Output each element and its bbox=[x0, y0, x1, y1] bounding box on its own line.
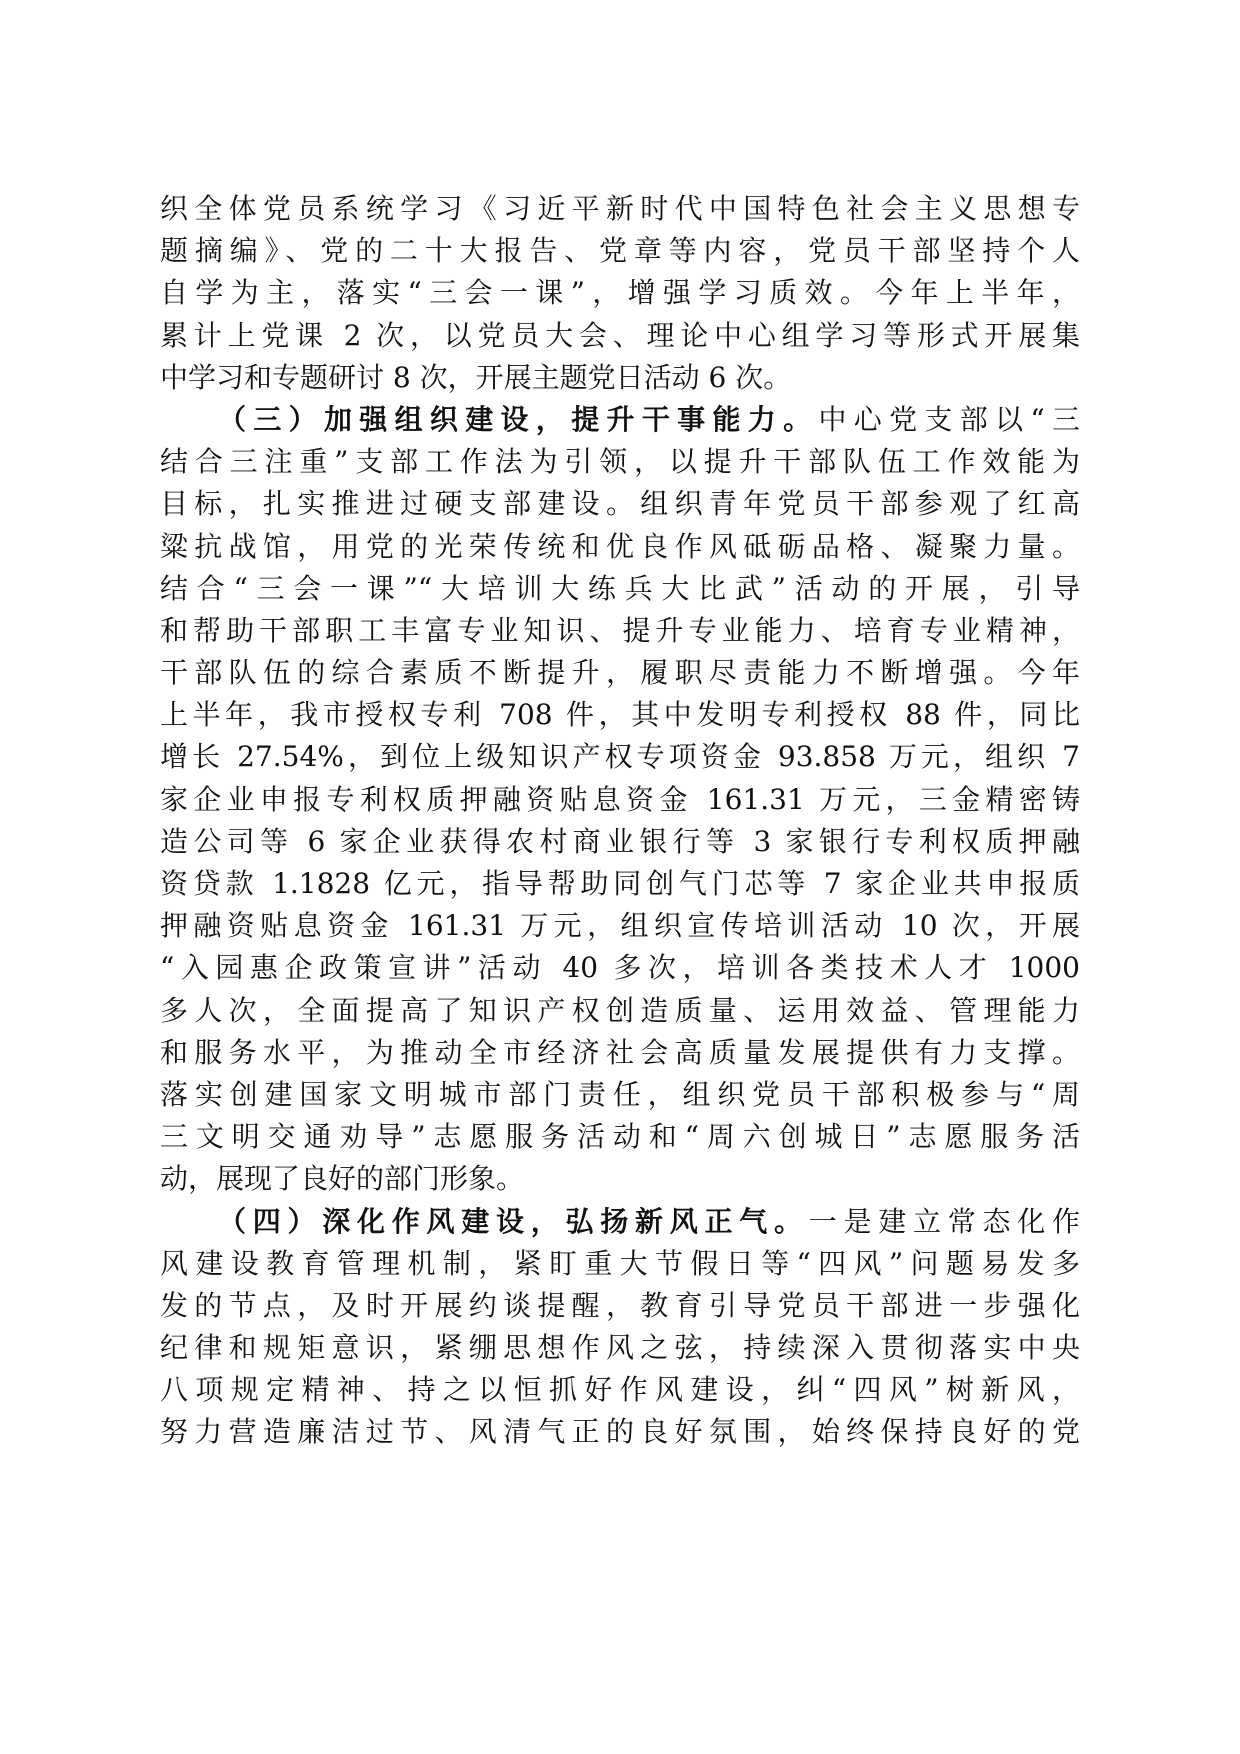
section-4-heading: （四）深化作风建设，弘扬新风正气。 bbox=[218, 1204, 809, 1238]
text-line: 纪律和规矩意识，紧绷思想作风之弦，持续深入贯彻落实中央 bbox=[160, 1331, 1080, 1365]
section-3-first-line bbox=[160, 399, 1080, 441]
text-line: 多人次，全面提高了知识产权创造质量、运用效益、管理能力 bbox=[160, 993, 1080, 1027]
section-3-heading: （三）加强组织建设，提升干事能力。 bbox=[218, 402, 819, 436]
text-line: 目标，扎实推进过硬支部建设。组织青年党员干部参观了红高 bbox=[160, 487, 1080, 521]
text-line: 风建设教育管理机制，紧盯重大节假日等“四风”问题易发多 bbox=[160, 1246, 1080, 1280]
text-line: 结合“三会一课”“大培训大练兵大比武”活动的开展，引导 bbox=[160, 571, 1080, 605]
text-line: 八项规定精神、持之以恒抓好作风建设，纠“四风”树新风， bbox=[160, 1373, 1080, 1407]
text-line: 资贷款 1.1828 亿元，指导帮助同创气门芯等 7 家企业共申报质 bbox=[160, 867, 1080, 900]
text-line: 努力营造廉洁过节、风清气正的良好氛围，始终保持良好的党 bbox=[160, 1415, 1080, 1449]
section-4-paragraph bbox=[160, 1201, 1080, 1454]
text-line: 三文明交通劝导”志愿服务活动和“周六创城日”志愿服务活 bbox=[160, 1120, 1080, 1154]
section-3-paragraph bbox=[160, 399, 1080, 1201]
section-4-first-line-text: 一是建立常态化作 bbox=[808, 1204, 1080, 1238]
text-line: 粱抗战馆，用党的光荣传统和优良作风砥砺品格、凝聚力量。 bbox=[160, 529, 1080, 563]
section-4-first-line bbox=[160, 1201, 1080, 1243]
intro-paragraph bbox=[160, 188, 1080, 399]
text-line: 题摘编》、党的二十大报告、党章等内容，党员干部坚持个人 bbox=[160, 234, 1080, 268]
text-line: 结合三注重”支部工作法为引领，以提升干部队伍工作效能为 bbox=[160, 445, 1080, 479]
text-line: 造公司等 6 家企业获得农村商业银行等 3 家银行专利权质押融 bbox=[160, 824, 1080, 858]
text-line: 增长 27.54%，到位上级知识产权专项资金 93.858 万元，组织 7 bbox=[160, 740, 1080, 774]
section-3-first-line-text: 中心党支部以“三 bbox=[818, 402, 1080, 436]
text-line: 织全体党员系统学习《习近平新时代中国特色社会主义思想专 bbox=[160, 192, 1080, 225]
text-line: 家企业申报专利权质押融资贴息资金 161.31 万元，三金精密铸 bbox=[160, 782, 1080, 816]
text-line: 上半年，我市授权专利 708 件，其中发明专利授权 88 件，同比 bbox=[160, 698, 1080, 732]
text-line: 和帮助干部职工丰富专业知识、提升专业能力、培育专业精神， bbox=[160, 613, 1080, 647]
text-line: 和服务水平，为推动全市经济社会高质量发展提供有力支撑。 bbox=[160, 1035, 1080, 1069]
text-line: 落实创建国家文明城市部门责任，组织党员干部积极参与“周 bbox=[160, 1077, 1080, 1111]
text-line: 押融资贴息资金 161.31 万元，组织宣传培训活动 10 次，开展 bbox=[160, 909, 1080, 943]
text-line: “入园惠企政策宣讲”活动 40 多次，培训各类技术人才 1000 bbox=[160, 951, 1080, 985]
document-page bbox=[160, 188, 1080, 1454]
text-line: 自学为主，落实“三会一课”，增强学习质效。今年上半年， bbox=[160, 276, 1080, 310]
text-line: 发的节点，及时开展约谈提醒，教育引导党员干部进一步强化 bbox=[160, 1288, 1080, 1322]
text-line: 动，展现了良好的部门形象。 bbox=[160, 1162, 525, 1196]
text-line: 中学习和专题研讨 8 次，开展主题党日活动 6 次。 bbox=[160, 360, 792, 394]
text-line: 干部队伍的综合素质不断提升，履职尽责能力不断增强。今年 bbox=[160, 656, 1080, 690]
text-line: 累计上党课 2 次，以党员大会、理论中心组学习等形式开展集 bbox=[160, 318, 1080, 352]
